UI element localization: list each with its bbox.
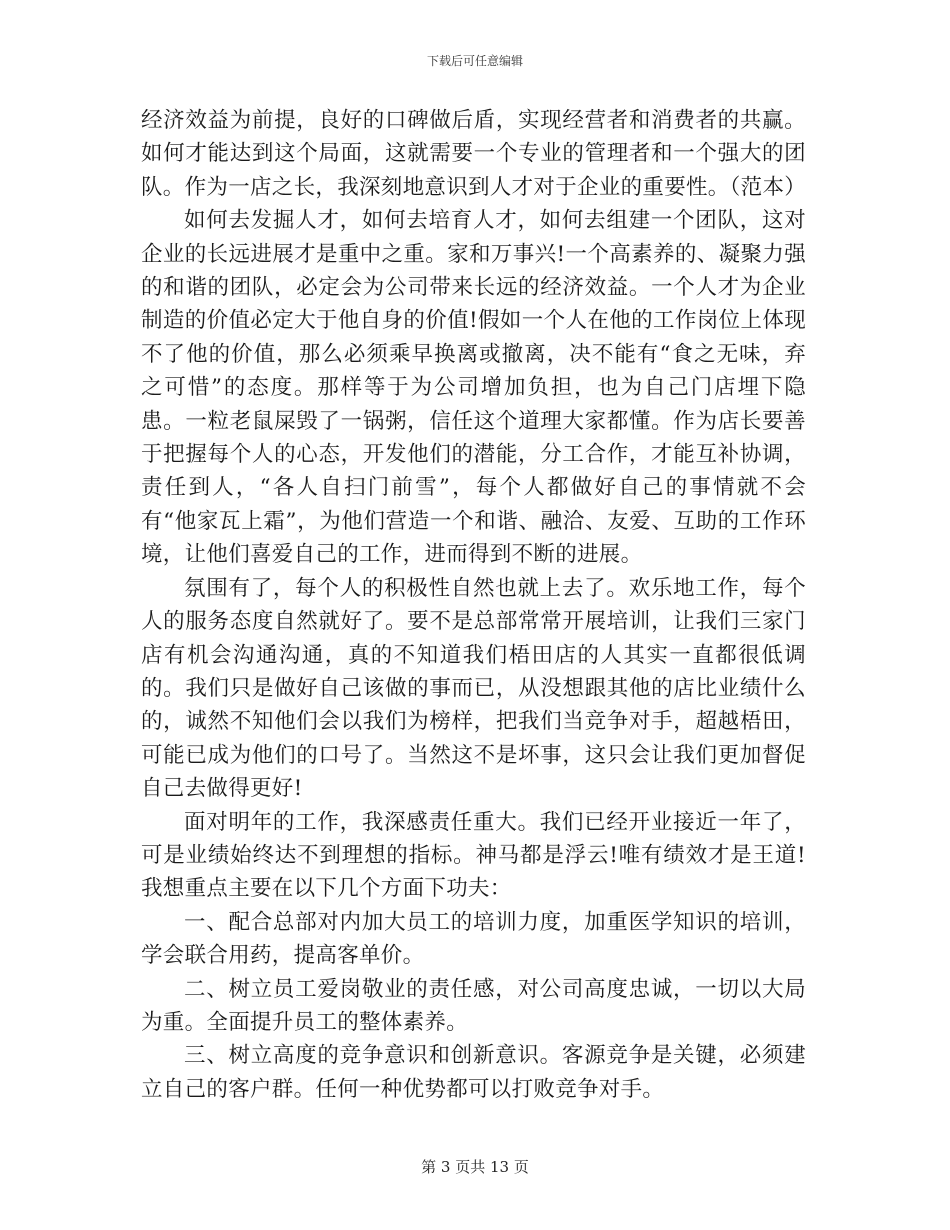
list-item-1: 一、配合总部对内加大员工的培训力度，加重医学知识的培训，学会联合用药，提高客单价。 <box>141 909 806 969</box>
paragraph-4: 面对明年的工作，我深感责任重大。我们已经开业接近一年了，可是业绩始终达不到理想的指标。神马都是浮云!唯有绩效才是王道!我想重点主要在以下几个方面下功夫： <box>141 809 806 902</box>
page-number: 第 3 页共 13 页 <box>421 1158 529 1176</box>
list-item-2: 二、树立员工爱岗敬业的责任感，对公司高度忠诚，一切以大局为重。全面提升员工的整体素养。 <box>141 976 806 1035</box>
list-item-3: 三、树立高度的竞争意识和创新意识。客源竞争是关键，必须建立自己的客户群。任何一种优势都可以打败竞争对手。 <box>141 1043 806 1102</box>
paragraph-1: 经济效益为前提，良好的口碑做后盾，实现经营者和消费者的共赢。如何才能达到这个局面，这就需要一个专业的管理者和一个强大的团队。作为一店之长，我深刻地意识到人才对于企业的重要性。（范本） <box>141 108 807 200</box>
page-header-note: 下载后可任意编辑 <box>426 54 523 68</box>
document-body <box>141 104 806 1106</box>
paragraph-3: 氛围有了，每个人的积极性自然也就上去了。欢乐地工作，每个人的服务态度自然就好了。要不是总部常常开展培训，让我们三家门店有机会沟通沟通，真的不知道我们梧田店的人其实一直都很低调的。我们只是做好自己该做的事而已，从没想跟其他的店比业绩什么的，诚然不知他们会以我们为榜样，把我们当竞争对手，超越梧田，可能已成为他们的口号了。当然这不是坏事，这只会让我们更加督促自己去做得更好! <box>141 575 806 802</box>
paragraph-2: 如何去发掘人才，如何去培育人才，如何去组建一个团队，这对企业的长远进展才是重中之重。家和万事兴!一个高素养的、凝聚力强的和谐的团队，必定会为公司带来长远的经济效益。一个人才为企业制造的价值必定大于他自身的价值!假如一个人在他的工作岗位上体现不了他的价值，那么必须乘早换离或撤离，决不能有“食之无味，弃之可惜”的态度。那样等于为公司增加负担，也为自己门店埋下隐患。一粒老鼠屎毁了一锅粥，信任这个道理大家都懂。作为店长要善于把握每个人的心态，开发他们的潜能，分工合作，才能互补协调，责任到人，“各人自扫门前雪”，每个人都做好自己的事情就不会有“他家瓦上霜”，为他们营造一个和谐、融洽、友爱、互助的工作环境，让他们喜爱自己的工作，进而得到不断的进展。 <box>141 208 806 568</box>
